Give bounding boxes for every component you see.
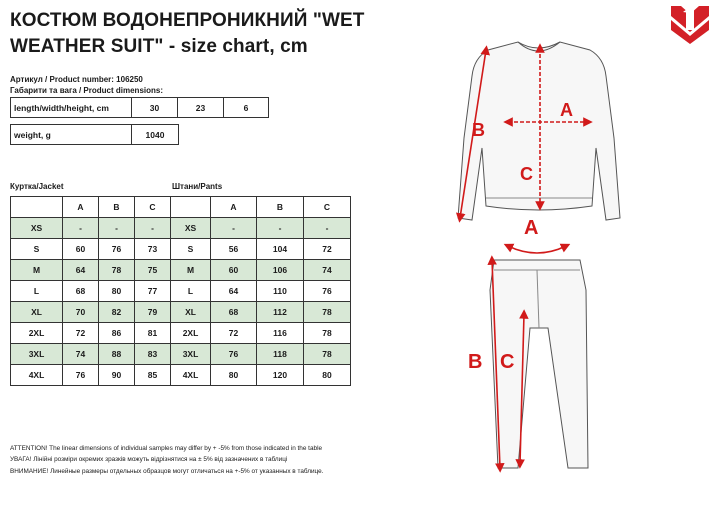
size-cell: 3XL — [171, 344, 211, 365]
pants-label-a: A — [524, 217, 539, 239]
value-cell: 76 — [63, 365, 99, 386]
length-value: 30 — [132, 98, 178, 118]
size-cell: L — [171, 281, 211, 302]
value-cell: 82 — [99, 302, 135, 323]
table-row — [11, 344, 171, 365]
value-cell: 72 — [304, 239, 351, 260]
header-c: C — [304, 197, 351, 218]
table-row — [11, 239, 171, 260]
value-cell: 88 — [99, 344, 135, 365]
value-cell: 64 — [211, 281, 257, 302]
value-cell: 76 — [211, 344, 257, 365]
value-cell: - — [257, 218, 304, 239]
size-cell: 4XL — [171, 365, 211, 386]
value-cell: 86 — [99, 323, 135, 344]
size-cell: 3XL — [11, 344, 63, 365]
disclaimer-notes — [10, 443, 410, 477]
value-cell: 118 — [257, 344, 304, 365]
value-cell: 78 — [304, 344, 351, 365]
value-cell: 78 — [304, 302, 351, 323]
value-cell: 72 — [63, 323, 99, 344]
header-a: A — [63, 197, 99, 218]
value-cell: 75 — [135, 260, 171, 281]
size-cell: 2XL — [171, 323, 211, 344]
table-row — [11, 365, 171, 386]
article-line — [10, 75, 143, 85]
size-cell: XL — [11, 302, 63, 323]
value-cell: 72 — [211, 323, 257, 344]
table-row — [171, 365, 351, 386]
size-cell: M — [11, 260, 63, 281]
size-cell: XS — [171, 218, 211, 239]
value-cell: - — [135, 218, 171, 239]
value-cell: 74 — [63, 344, 99, 365]
table-row — [171, 281, 351, 302]
value-cell: - — [63, 218, 99, 239]
value-cell: 76 — [99, 239, 135, 260]
value-cell: 104 — [257, 239, 304, 260]
pants-size-table — [170, 196, 351, 386]
value-cell: 68 — [63, 281, 99, 302]
table-row — [11, 218, 171, 239]
jacket-size-table — [10, 196, 171, 386]
value-cell: 81 — [135, 323, 171, 344]
header-b: B — [99, 197, 135, 218]
table-row — [11, 323, 171, 344]
page-title: КОСТЮМ ВОДОНЕПРОНИКНИЙ "WET WEATHER SUIT" - size chart, cm — [10, 10, 365, 57]
table-row — [171, 302, 351, 323]
pants-label-c: C — [500, 351, 515, 373]
article-label: Артикул / Product number: — [10, 75, 114, 84]
jacket-label-b: B — [472, 120, 485, 140]
value-cell: 79 — [135, 302, 171, 323]
measurement-diagram — [420, 28, 650, 478]
jacket-label: Куртка/Jacket — [10, 182, 64, 191]
note-uk: УВАГА! Лінійні розміри окремих зразків можуть відрізнятися на ± 5% від зазначених в таблиці — [10, 456, 288, 464]
value-cell: 77 — [135, 281, 171, 302]
value-cell: 64 — [63, 260, 99, 281]
value-cell: - — [211, 218, 257, 239]
size-cell: XL — [171, 302, 211, 323]
width-value: 23 — [178, 98, 224, 118]
value-cell: 78 — [304, 323, 351, 344]
value-cell: 90 — [99, 365, 135, 386]
value-cell: 80 — [99, 281, 135, 302]
table-row — [171, 323, 351, 344]
value-cell: - — [304, 218, 351, 239]
header-a: A — [211, 197, 257, 218]
value-cell: 106 — [257, 260, 304, 281]
lwh-label: length/width/height, cm — [11, 98, 132, 118]
value-cell: 70 — [63, 302, 99, 323]
value-cell: 74 — [304, 260, 351, 281]
value-cell: 112 — [257, 302, 304, 323]
value-cell: - — [99, 218, 135, 239]
table-row — [171, 344, 351, 365]
note-ru: ВНИМАНИЕ! Линейные размеры отдельных образцов могут отличаться на +-5% от указанных в таблице. — [10, 467, 324, 475]
weight-row — [11, 125, 179, 145]
table-row — [11, 281, 171, 302]
table-row — [11, 302, 171, 323]
dimensions-table — [10, 97, 269, 118]
table-row — [171, 218, 351, 239]
weight-label: weight, g — [11, 125, 132, 145]
jacket-label-a: A — [560, 100, 573, 120]
dimensions-row — [11, 98, 269, 118]
value-cell: 85 — [135, 365, 171, 386]
size-cell: L — [11, 281, 63, 302]
table-row — [11, 260, 171, 281]
jacket-label-c: C — [520, 164, 533, 184]
brand-logo — [669, 4, 711, 44]
value-cell: 76 — [304, 281, 351, 302]
header-blank — [11, 197, 63, 218]
value-cell: 120 — [257, 365, 304, 386]
table-row — [171, 239, 351, 260]
value-cell: 68 — [211, 302, 257, 323]
value-cell: 110 — [257, 281, 304, 302]
size-cell: 4XL — [11, 365, 63, 386]
header-c: C — [135, 197, 171, 218]
dimensions-label: Габарити та вага / Product dimensions: — [10, 86, 163, 95]
size-cell: 2XL — [11, 323, 63, 344]
pants-label: Штани/Pants — [172, 182, 223, 191]
value-cell: 73 — [135, 239, 171, 260]
article-number: 106250 — [116, 75, 143, 84]
value-cell: 56 — [211, 239, 257, 260]
header-b: B — [257, 197, 304, 218]
pants-label-b: B — [468, 351, 483, 373]
value-cell: 83 — [135, 344, 171, 365]
value-cell: 80 — [211, 365, 257, 386]
table-row — [171, 260, 351, 281]
header-blank — [171, 197, 211, 218]
value-cell: 116 — [257, 323, 304, 344]
size-cell: S — [11, 239, 63, 260]
size-cell: S — [171, 239, 211, 260]
value-cell: 78 — [99, 260, 135, 281]
value-cell: 80 — [304, 365, 351, 386]
value-cell: 60 — [211, 260, 257, 281]
weight-table — [10, 124, 179, 145]
table-header-row — [11, 197, 171, 218]
table-header-row — [171, 197, 351, 218]
size-cell: M — [171, 260, 211, 281]
weight-value: 1040 — [132, 125, 179, 145]
value-cell: 60 — [63, 239, 99, 260]
size-cell: XS — [11, 218, 63, 239]
note-en: ATTENTION! The linear dimensions of individual samples may differ by + -5% from those indicated in the table — [10, 445, 323, 452]
height-value: 6 — [224, 98, 269, 118]
